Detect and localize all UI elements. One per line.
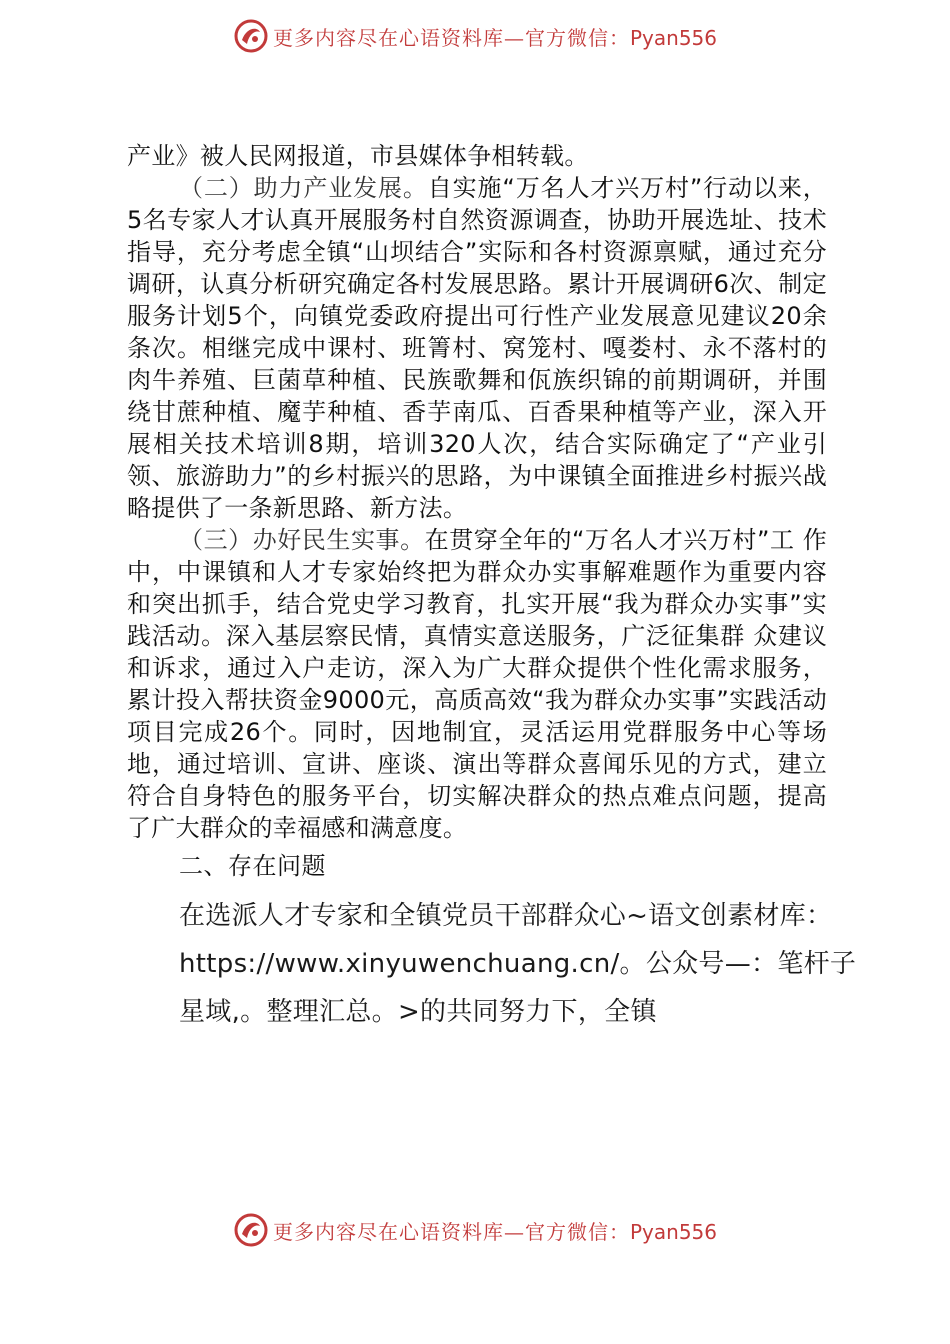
- watermark-banner-bottom: [0, 1208, 950, 1252]
- paragraph-continued: 产业》被人民网报道，市县媒体争相转载。: [127, 142, 589, 170]
- section-lead-3: （三）办好民生实事。: [179, 526, 425, 554]
- paragraph-industry-body: 自实施“万名人才兴万村”行动以来，5名专家人才认真开展服务村自然资源调查，协助开展选址、技术指导，充分考虑全镇“山坝结合”实际和各村资源禀赋，通过充分调研，认真分析研究确定各村发展思路。累计开展调研6次、制定服务计划5个，向镇党委政府提出可行性产业发展意见建议20余条次。相继完成中课村、班箐村、窝笼村、嘎娄村、永不落村的肉牛养殖、巨菌草种植、民族歌舞和佤族织锦的前期调研，并围绕甘蔗种植、魔芋种植、香芋南瓜、百香果种植等产业，深入开展相关技术培训8期，培训320人次，结合实际确定了“产业引领、旅游助力”的乡村振兴的思路，为中课镇全面推进乡村振兴战略提供了一条新思路、新方法。: [127, 174, 827, 522]
- section-heading-problems: 二、存在问题: [179, 852, 326, 880]
- wechat-id: Pyan556: [629, 1219, 717, 1244]
- watermark-banner-top: [0, 14, 950, 58]
- logo-icon: [233, 1212, 269, 1248]
- paragraph-industry: [127, 172, 827, 524]
- wechat-id: Pyan556: [629, 25, 717, 50]
- banner-text: 更多内容尽在心语资料库—官方微信：Pyan556: [272, 1219, 717, 1244]
- paragraph-livelihood-body: 在贯穿全年的“万名人才兴万村”工 作中，中课镇和人才专家始终把为群众办实事解难题作为重要内容和突出抓手，结合党史学习教育，扎实开展“我为群众办实事”实践活动。深入基层察民情，真情实意送服务，广泛征集群 众建议和诉求，通过入户走访，深入为广大群众提供个性化需求服务，累计投入帮扶资金9000元，高质高效“我为群众办实事”实践活动项目完成26个。同时，因地制宜，灵活运用党群服务中心等场地，通过培训、宣讲、座谈、演出等群众喜闻乐见的方式，建立符合自身特色的服务平台，切实解决群众的热点难点问题，提高了广大群众的幸福感和满意度。: [127, 526, 828, 842]
- logo-icon: [233, 18, 269, 54]
- section-lead-2: （二）助力产业发展。: [179, 174, 428, 202]
- paragraph-source-note: 在选派人才专家和全镇党员干部群众心~语文创素材库：https://www.xinyuwenchuang.cn/。公众号—：笔杆子星域,。整理汇总。>的共同努力下，全镇: [179, 901, 857, 1027]
- paragraph-livelihood: [127, 524, 827, 844]
- banner-text: 更多内容尽在心语资料库—官方微信：Pyan556: [272, 25, 717, 50]
- document-body: [127, 140, 857, 1036]
